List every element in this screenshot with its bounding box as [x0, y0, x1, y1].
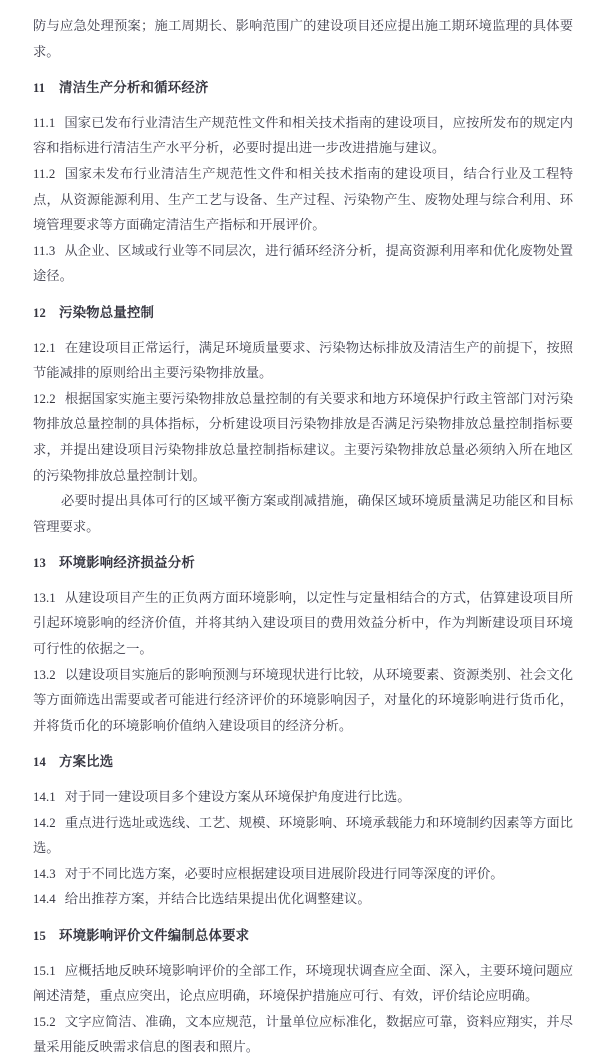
- clause-text: 在建设项目正常运行，满足环境质量要求、污染物达标排放及清洁生产的前提下，按照节能减排的原则给出主要污染物排放量。: [33, 340, 573, 382]
- spacer: [33, 327, 573, 336]
- clause-12-1: [33, 336, 573, 387]
- clause-text: 国家已发布行业清洁生产规范性文件和相关技术指南的建设项目，应按所发布的规定内容和指标进行清洁生产水平分析，必要时提出进一步改进措施与建议。: [33, 115, 573, 157]
- spacer: [33, 65, 573, 76]
- section-title: 方案比选: [59, 755, 114, 771]
- paragraph-text: 防与应急处理预案；施工周期长、影响范围广的建设项目还应提出施工期环境监理的具体要求。: [33, 19, 573, 60]
- clause-number: 14.2: [33, 815, 56, 830]
- clause-number: 11.2: [33, 166, 56, 181]
- clause-11-3: [33, 239, 573, 290]
- clause-12-2: [33, 387, 573, 489]
- clause-14-2: [33, 811, 573, 862]
- section-number: 12: [33, 305, 46, 320]
- section-title: 环境影响评价文件编制总体要求: [59, 929, 250, 944]
- spacer: [33, 776, 573, 785]
- spacer: [33, 739, 573, 750]
- clause-text: 应概括地反映环境影响评价的全部工作，环境现状调查应全面、深入，主要环境问题应阐述清楚，重点应突出，论点应明确，环境保护措施应可行、有效，评价结论应明确。: [33, 963, 573, 1005]
- section-number: 13: [33, 556, 46, 571]
- clause-text: 文字应简洁、准确，文本应规范，计量单位应标准化，数据应可靠，资料应翔实，并尽量采用能反映需求信息的图表和照片。: [33, 1014, 573, 1056]
- section-heading-13: [33, 551, 573, 577]
- clause-text: 对于不同比选方案，必要时应根据建设项目进展阶段进行同等深度的评价。: [64, 866, 504, 882]
- clause-number: 14.1: [33, 790, 56, 805]
- spacer: [33, 102, 573, 111]
- clause-text: 以建设项目实施后的影响预测与环境现状进行比较，从环境要素、资源类别、社会文化等方面筛选出需要或者可能进行经济评价的环境影响因子，对量化的环境影响进行货币化，并将货币化的环境影响价值纳入建设项目的经济分析。: [33, 667, 573, 734]
- spacer: [33, 577, 573, 586]
- section-title: 环境影响经济损益分析: [59, 556, 195, 572]
- section-number: 14: [33, 755, 46, 770]
- clause-11-1: [33, 111, 573, 162]
- clause-15-2: [33, 1010, 573, 1061]
- clause-text: 根据国家实施主要污染物排放总量控制的有关要求和地方环境保护行政主管部门对污染物排放总量控制的具体指标，分析建设项目污染物排放是否满足污染物排放总量控制指标要求，并提出建设项目污染物排放总量控制指标建议。主要污染物排放总量必须纳入所在地区的污染物排放总量控制计划。: [33, 391, 573, 484]
- clause-15-1: [33, 959, 573, 1010]
- clause-11-2: [33, 162, 573, 239]
- clause-text: 国家未发布行业清洁生产规范性文件和相关技术指南的建设项目，结合行业及工程特点，从资源能源利用、生产工艺与设备、生产过程、污染物产生、废物处理与综合利用、环境管理要求等方面确定清洁生产指标和开展评价。: [33, 166, 573, 234]
- clause-number: 15.2: [33, 1014, 56, 1029]
- clause-number: 14.4: [33, 892, 56, 907]
- clause-number: 12.1: [33, 340, 56, 355]
- clause-text: 给出推荐方案，并结合比选结果提出优化调整建议。: [64, 892, 371, 908]
- section-number: 11: [33, 81, 46, 96]
- section-heading-11: [33, 76, 573, 102]
- section-number: 15: [33, 929, 46, 943]
- spacer: [33, 540, 573, 551]
- clause-number: 12.2: [33, 391, 56, 406]
- clause-14-1: [33, 785, 573, 811]
- clause-number: 14.3: [33, 866, 56, 881]
- clause-text: 必要时提出具体可行的区域平衡方案或削减措施，确保区域环境质量满足功能区和目标管理要求。: [33, 494, 573, 535]
- spacer: [33, 913, 573, 924]
- clause-text: 从建设项目产生的正负两方面环境影响，以定性与定量相结合的方式，估算建设项目所引起环境影响的经济价值，并将其纳入建设项目的费用效益分析中，作为判断建设项目环境可行性的依据之一。: [33, 590, 573, 658]
- clause-14-3: [33, 862, 573, 888]
- clause-14-4: [33, 887, 573, 913]
- clause-text: 对于同一建设项目多个建设方案从环境保护角度进行比选。: [64, 790, 411, 806]
- clause-number: 13.1: [33, 590, 56, 605]
- section-heading-14: [33, 750, 573, 776]
- paragraph-continued-from-previous-page: [33, 14, 573, 65]
- clause-13-1: [33, 586, 573, 663]
- clause-text: 重点进行选址或选线、工艺、规模、环境影响、环境承载能力和环境制约因素等方面比选。: [33, 815, 573, 857]
- clause-number: 11.3: [33, 243, 56, 258]
- spacer: [33, 950, 573, 959]
- section-title: 污染物总量控制: [59, 305, 155, 321]
- spacer: [33, 290, 573, 301]
- clause-13-2: [33, 663, 573, 740]
- clause-12-2-continued: [33, 489, 573, 540]
- document-text-column: [33, 14, 573, 1061]
- clause-number: 11.1: [33, 115, 56, 130]
- section-heading-15: [33, 924, 573, 950]
- clause-number: 13.2: [33, 667, 56, 682]
- section-heading-12: [33, 301, 573, 327]
- clause-number: 15.1: [33, 963, 56, 978]
- section-title: 清洁生产分析和循环经济: [59, 81, 209, 97]
- clause-text: 从企业、区域或行业等不同层次，进行循环经济分析，提高资源利用率和优化废物处置途径。: [33, 243, 573, 285]
